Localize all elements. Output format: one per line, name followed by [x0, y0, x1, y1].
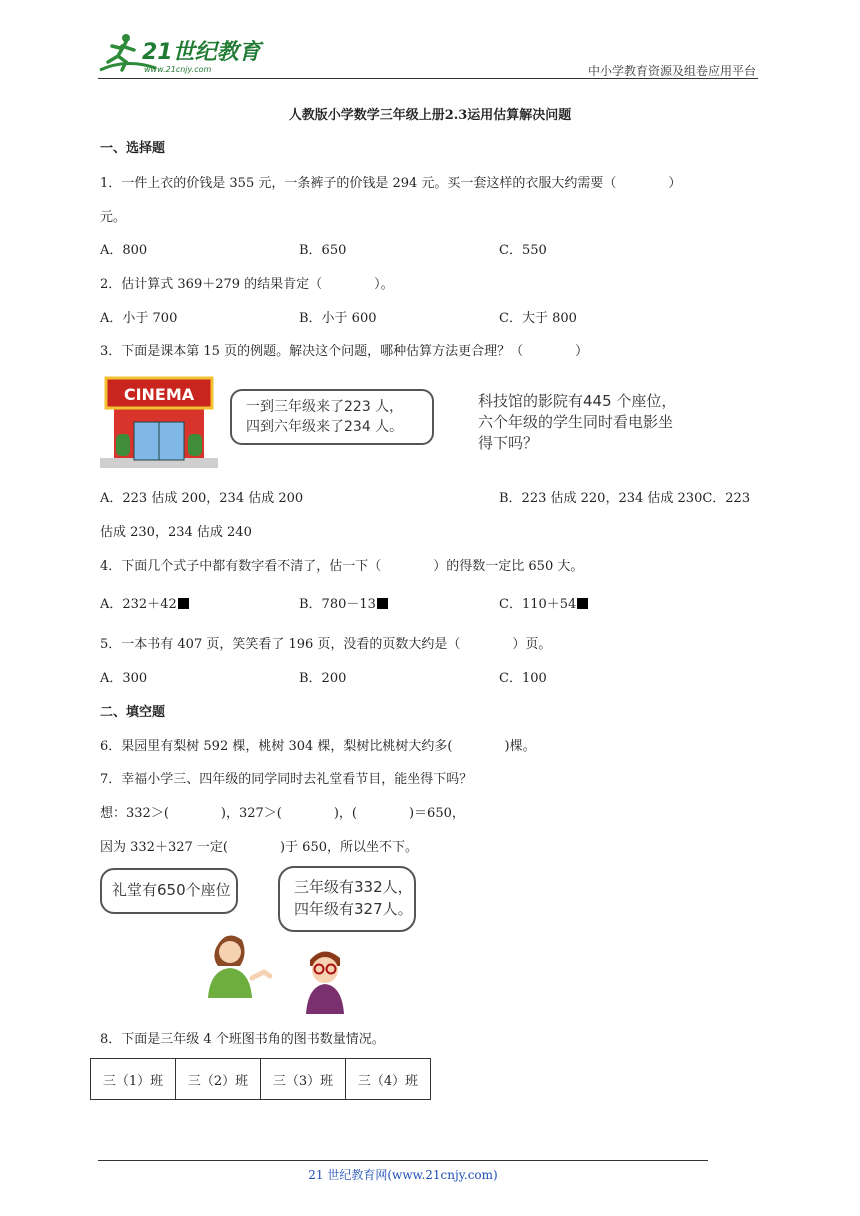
- question-5-text: 5．一本书有 407 页，笑笑看了 196 页，没看的页数大约是（ ）页。: [100, 637, 552, 652]
- auditorium-speech-bubble: [100, 868, 238, 914]
- q5-option-c: C．100: [499, 671, 547, 686]
- cinema-illustration: [100, 374, 218, 470]
- q4-option-b: [299, 596, 388, 614]
- q5-option-b: B．200: [299, 671, 347, 686]
- boy-with-glasses-icon: [298, 944, 352, 1014]
- class-2-cell: 三（2）班: [176, 1059, 261, 1100]
- section-heading-fill: 二、填空题: [100, 705, 166, 720]
- cinema-problem-text: [478, 391, 676, 454]
- class-4-cell: 三（4）班: [346, 1059, 431, 1100]
- q4-option-a: [100, 596, 189, 614]
- q2-option-b: B．小于 600: [299, 311, 377, 326]
- teacher-figure: [200, 926, 276, 998]
- hidden-digit-square-icon: [178, 598, 189, 609]
- header-divider: [98, 78, 758, 79]
- class-1-cell: 三（1）班: [91, 1059, 176, 1100]
- runner-logo-icon: [96, 32, 266, 76]
- question-3-text: 3．下面是课本第 15 页的例题。解决这个问题，哪种估算方法更合理？（ ）: [100, 344, 589, 359]
- grades-bubble-line-1: 三年级有332人，: [294, 878, 413, 896]
- question-1-text-cont: 元。: [100, 210, 127, 225]
- site-name: 中小学教育资源及组卷应用平台: [587, 64, 756, 78]
- footer-divider: [98, 1160, 708, 1161]
- students-speech-bubble: [230, 389, 434, 445]
- q1-option-b: B．650: [299, 243, 347, 258]
- class-table: [90, 1058, 431, 1100]
- question-2-text: 2．估计算式 369＋279 的结果肯定（ ）。: [100, 277, 394, 292]
- svg-text:21世纪教育: 21世纪教育: [142, 40, 261, 65]
- question-8-text: 8．下面是三年级 4 个班图书角的图书数量情况。: [100, 1032, 385, 1047]
- question-4-text: 4．下面几个式子中都有数字看不清了，估一下（ ）的得数一定比 650 大。: [100, 559, 584, 574]
- question-7-think: 想：332＞( )，327＞( )，( )＝650，: [100, 806, 465, 821]
- logo: [96, 32, 266, 80]
- q4-option-c: [499, 596, 588, 614]
- hidden-digit-square-icon: [577, 598, 588, 609]
- q5-option-a: A．300: [100, 671, 148, 686]
- q1-option-c: C．550: [499, 243, 547, 258]
- grades-speech-bubble: [278, 866, 416, 932]
- q3-option-b: B．223 估成 220，234 估成 230C．223: [499, 491, 751, 506]
- page-title: 人教版小学数学三年级上册2.3运用估算解决问题: [288, 108, 572, 123]
- q3-option-c: 估成 230，234 估成 240: [100, 525, 252, 540]
- table-row: [91, 1059, 431, 1100]
- bubble-line-2: 四到六年级来了234 人。: [246, 419, 404, 435]
- problem-line-1: 科技馆的影院有445 个座位，: [478, 392, 677, 410]
- bubble-line-1: 一到三年级来了223 人，: [246, 399, 404, 415]
- problem-line-3: 得下吗？: [478, 434, 539, 452]
- q3-option-a: A．223 估成 200，234 估成 200: [100, 491, 304, 506]
- question-6-text: 6．果园里有梨树 592 棵，桃树 304 棵，梨树比桃树大约多( )棵。: [100, 739, 536, 754]
- auditorium-bubble-text: 礼堂有650个座位: [112, 881, 231, 899]
- q4-option-a-label: A．232＋42: [100, 597, 177, 612]
- problem-line-2: 六个年级的学生同时看电影坐: [478, 413, 674, 431]
- q2-option-a: A．小于 700: [100, 311, 178, 326]
- q4-option-b-label: B．780－13: [299, 597, 376, 612]
- footer-text: 21 世纪教育网(www.21cnjy.com): [308, 1168, 498, 1182]
- svg-text:CINEMA: CINEMA: [123, 385, 195, 404]
- hidden-digit-square-icon: [377, 598, 388, 609]
- q2-option-c: C．大于 800: [499, 311, 577, 326]
- grades-bubble-line-2: 四年级有327人。: [294, 900, 413, 918]
- class-3-cell: 三（3）班: [261, 1059, 346, 1100]
- section-heading-choice: 一、选择题: [100, 141, 166, 156]
- question-7-text: 7．幸福小学三、四年级的同学同时去礼堂看节目，能坐得下吗？: [100, 772, 473, 787]
- question-1-text: 1．一件上衣的价钱是 355 元，一条裤子的价钱是 294 元。买一套这样的衣服大约需要（ ）: [100, 176, 682, 191]
- q1-option-a: A．800: [100, 243, 148, 258]
- q4-option-c-label: C．110＋54: [499, 597, 577, 612]
- question-7-because: 因为 332＋327 一定( )于 650，所以坐不下。: [100, 840, 418, 855]
- boy-figure: [298, 944, 352, 1014]
- cinema-building-icon: [100, 374, 218, 470]
- teacher-icon: [200, 926, 276, 998]
- svg-text:www.21cnjy.com: www.21cnjy.com: [144, 65, 212, 74]
